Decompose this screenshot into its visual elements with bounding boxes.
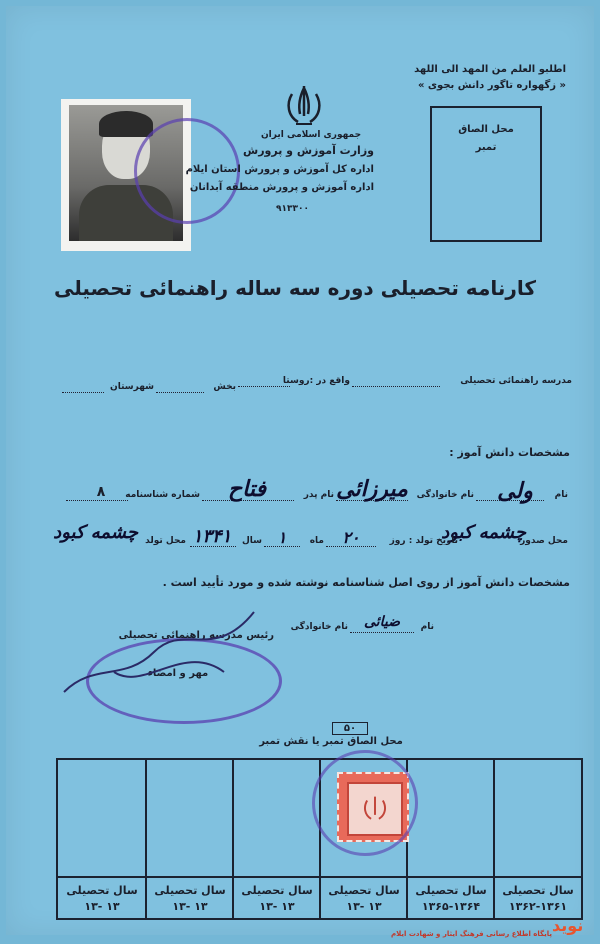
name-label: نام [554, 490, 568, 500]
principal-name-label: نام [420, 622, 434, 632]
sign-label: مهر و امضاء [147, 668, 209, 679]
month-value: ۱ [277, 528, 287, 547]
year-cell-value: ۱۳۶۲-۱۳۶۱ [508, 900, 568, 913]
iran-emblem-icon [284, 84, 324, 130]
year-cell-value: ۱۳ -۱۳ [84, 900, 120, 913]
republic-text: جمهوری اسلامی ایران [261, 130, 362, 140]
stamp-caption: محل الصاق تمبر یا نقش تمبر [259, 736, 403, 747]
year-cell-value: ۱۳ -۱۳ [259, 900, 295, 913]
birth-label: تاریخ تولد : روز [389, 536, 458, 546]
id-label: شماره شناسنامه [125, 490, 200, 500]
year-cell-label: سال تحصیلی [502, 884, 574, 897]
father-value: فتاح [227, 476, 267, 502]
principal-name-value: ضیائی [364, 614, 400, 630]
year-cell-value: ۱۳ -۱۳ [172, 900, 208, 913]
year-cell-label: سال تحصیلی [66, 884, 138, 897]
issue-label: محل صدور [520, 536, 568, 546]
principal-title: رئیس مدرسه راهنمائی تحصیلی [118, 630, 274, 641]
stamp-number: ۵۰ [332, 722, 368, 735]
year-cell-value: ۱۳۶۵-۱۳۶۴ [421, 900, 481, 913]
year-cell-label: سال تحصیلی [328, 884, 400, 897]
id-value: ۸ [96, 484, 106, 500]
family-label: نام خانوادگی [416, 490, 474, 500]
student-section-label: مشخصات دانش آموز : [449, 446, 570, 459]
year-cell-label: سال تحصیلی [415, 884, 487, 897]
year-label: سال [241, 536, 262, 546]
watermark-logo-text: نوید [552, 916, 584, 935]
year-cell-value: ۱۳ -۱۳ [346, 900, 382, 913]
city-label: شهرستان [110, 382, 154, 392]
principal-family-label: نام خانوادگی [290, 622, 348, 632]
province-office-text: اداره کل آموزش و پرورش استان ایلام [185, 164, 374, 175]
district-office-text: اداره آموزش و پرورش منطقه آبدانان [189, 182, 374, 193]
month-label: ماه [309, 536, 324, 546]
watermark-text: پایگاه اطلاع رسانی فرهنگ ایثار و شهادت ایلام [390, 930, 552, 938]
father-label: نام پدر [303, 490, 334, 500]
ministry-text: وزارت آموزش و پرورش [243, 144, 374, 157]
stamp-word-text: تمبر [475, 142, 497, 153]
report-card-page [6, 6, 594, 938]
birthplace-label: محل تولد [145, 536, 186, 546]
birthplace-value: چشمه کبود [53, 522, 138, 543]
motto-line-1: اطلبو العلم من المهد الی اللهد [414, 64, 566, 75]
issue-value: چشمه کبود [441, 522, 526, 543]
stamp-seal [312, 750, 418, 856]
name-value: ولی [497, 478, 533, 504]
watermark-logo [390, 914, 600, 944]
verification-text: مشخصات دانش آموز از روی اصل شناسنامه نوشته شده و مورد تأیید است . [162, 576, 570, 589]
stamp-place-text: محل الصاق [458, 124, 514, 135]
day-value: ۲۰ [342, 528, 360, 547]
page-title: کارنامه تحصیلی دوره سه ساله راهنمائی تحصیلی [53, 276, 536, 300]
school-label: مدرسه راهنمائی تحصیلی [460, 376, 572, 386]
located-label: واقع در :روستا [282, 376, 350, 386]
year-cell-label: سال تحصیلی [154, 884, 226, 897]
signature-icon [54, 602, 284, 712]
reference-number: ۹۱۳۳۰۰ [276, 204, 309, 214]
year-value: ۱۳۴۱ [192, 526, 232, 547]
motto-line-2: « زگهواره تاگور دانش بجوی » [417, 80, 566, 91]
section-label: بخش [213, 382, 236, 392]
family-value: میرزائی [336, 476, 408, 502]
year-cell-label: سال تحصیلی [241, 884, 313, 897]
